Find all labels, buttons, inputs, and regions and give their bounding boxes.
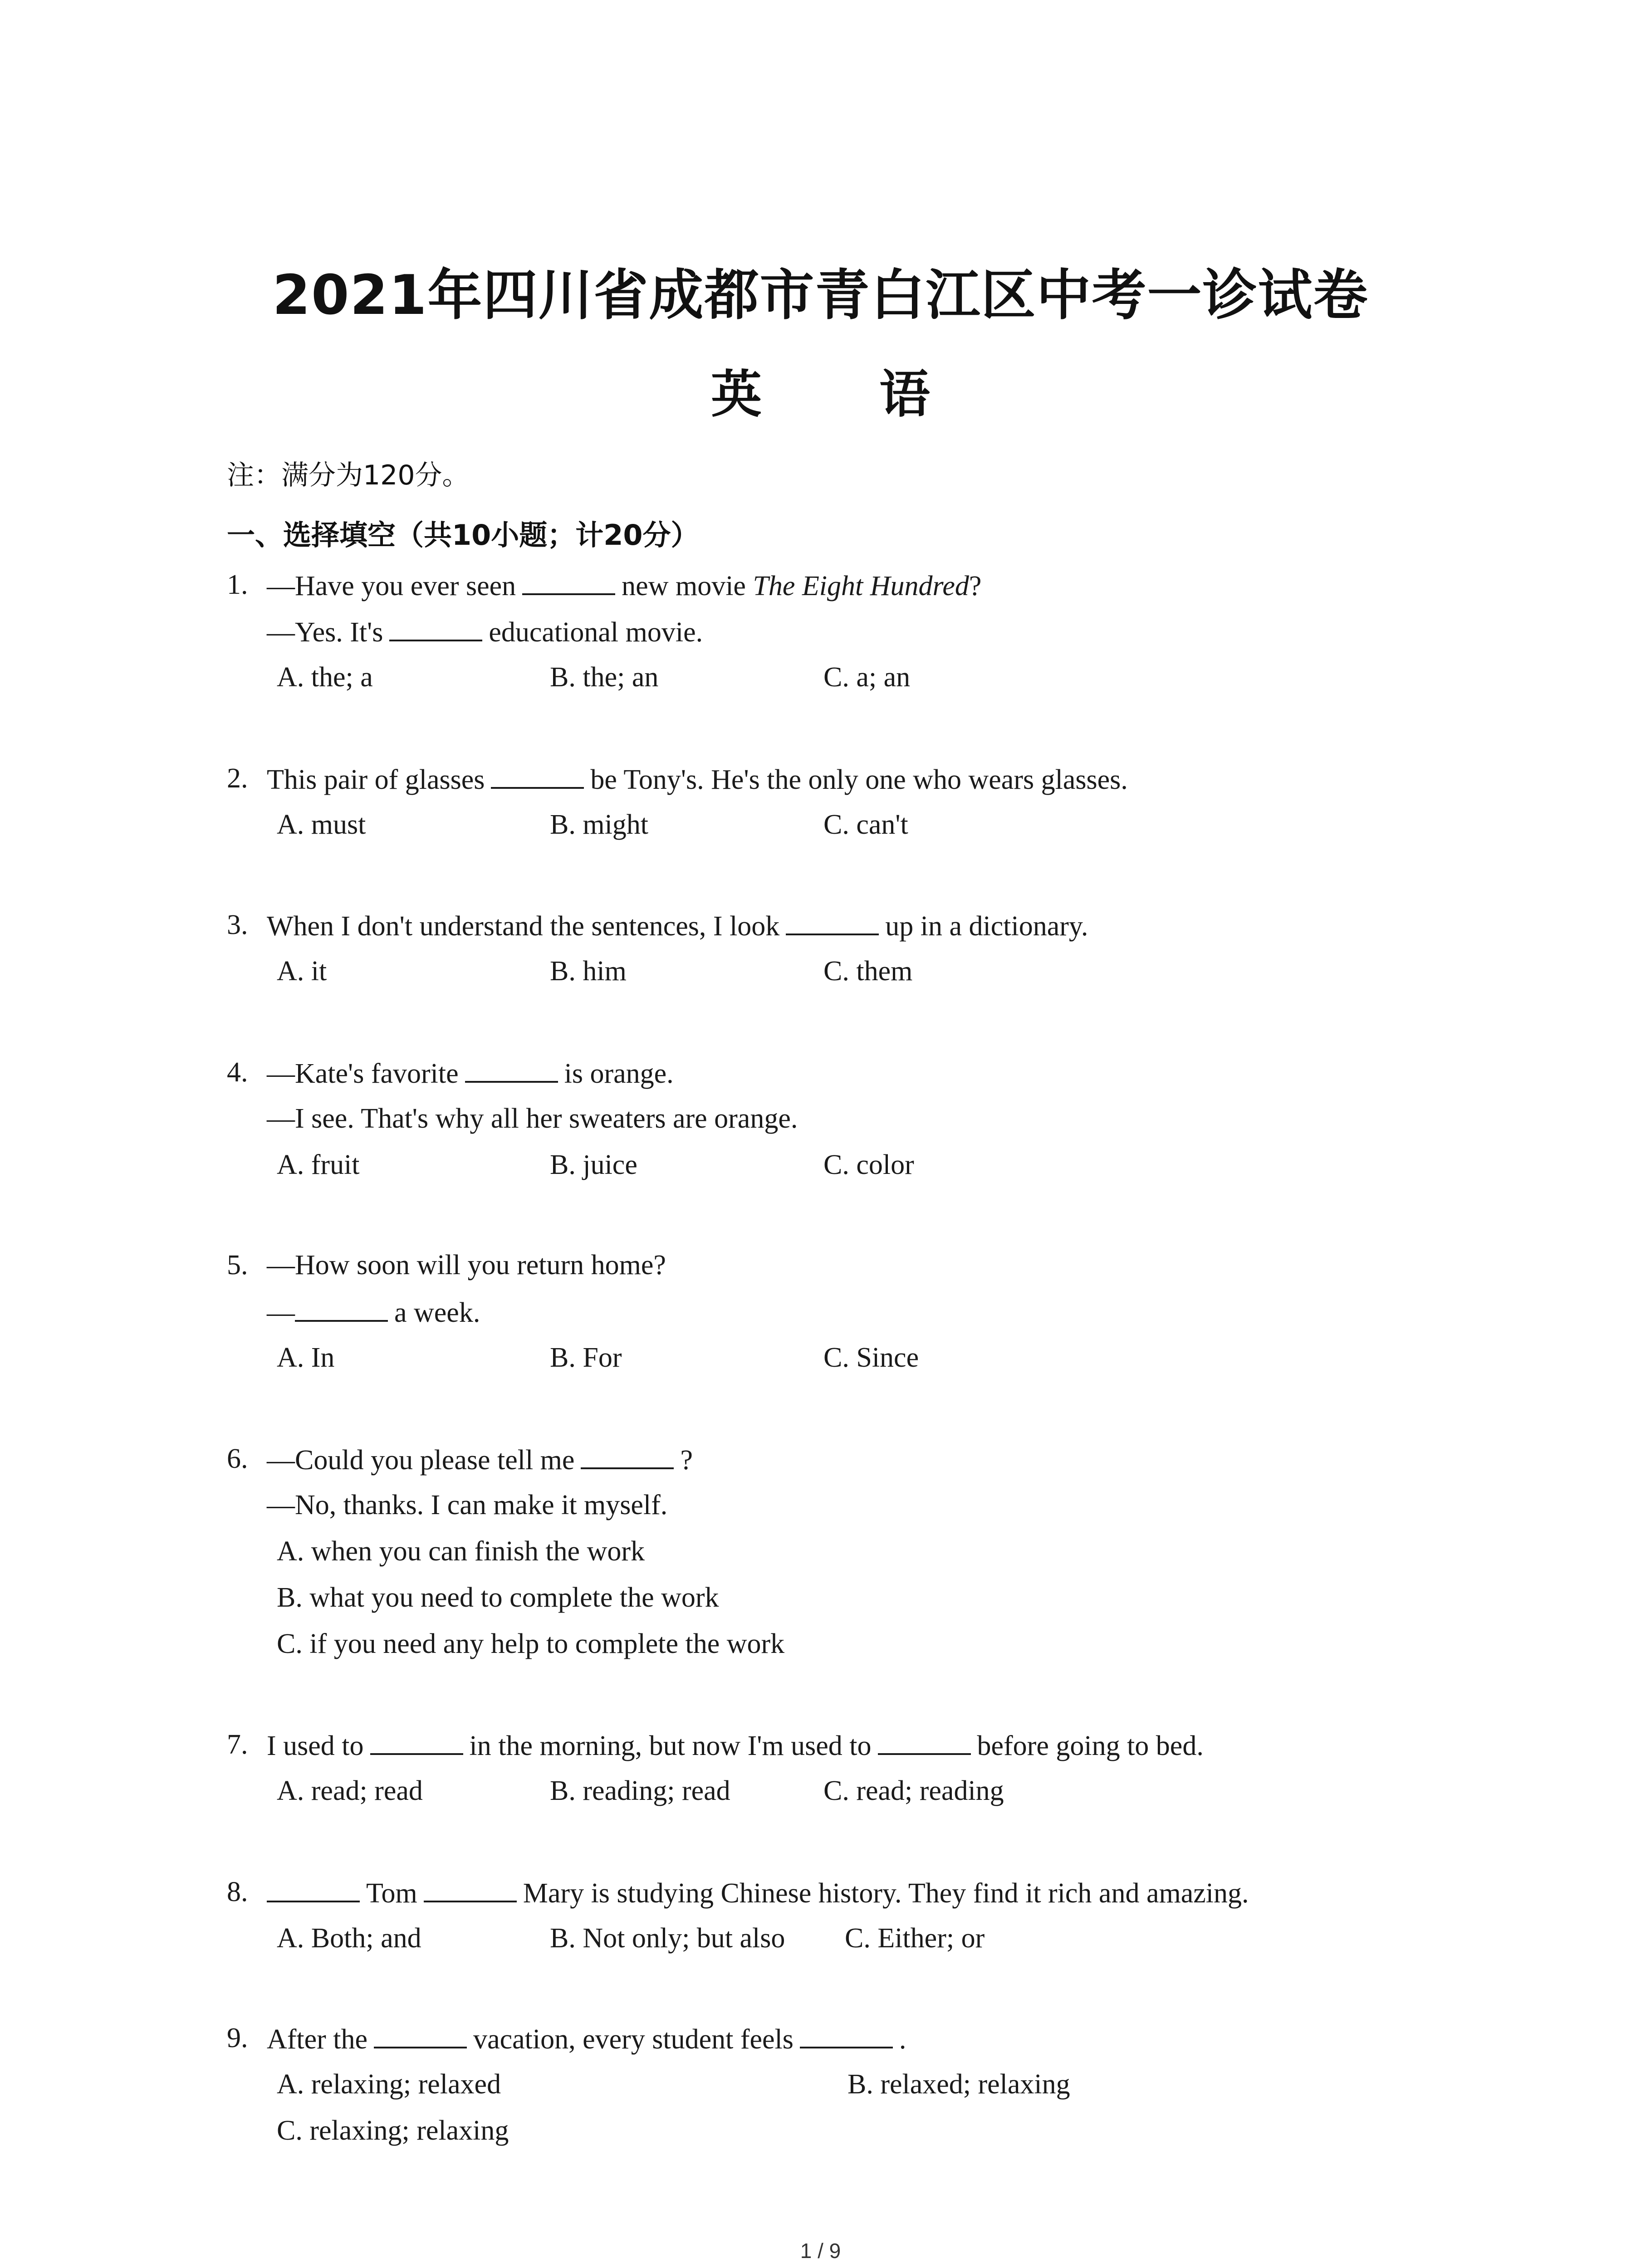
score-note: 注：满分为120分。 [227,459,470,491]
option-a: A. it [277,956,327,987]
option-b: B. juice [550,1149,637,1180]
question-number: 8. [227,1877,248,1907]
question-text: Mary is studying Chinese history. They find it rich and amazing. [523,1878,1249,1909]
subject-title: 英 语 [711,365,980,424]
answer-blank [267,1878,360,1902]
question-number: 5. [227,1250,248,1281]
option-c: C. relaxing; relaxing [277,2115,509,2146]
option-c: C. read; reading [823,1775,1004,1806]
option-a: A. when you can finish the work [277,1536,645,1567]
question-line [267,1297,480,1327]
option-c: C. if you need any help to complete the work [277,1628,785,1659]
answer-blank [581,1445,674,1469]
answer-blank [491,764,584,789]
option-a: A. In [277,1342,335,1373]
question-line: —How soon will you return home? [267,1250,666,1281]
option-b: B. relaxed; relaxing [847,2069,1070,2100]
movie-title: The Eight Hundred [753,571,969,601]
option-a: A. the; a [277,662,373,693]
question-number: 2. [227,763,248,794]
option-b: B. what you need to complete the work [277,1582,719,1613]
question-text: vacation, every student feels [473,2024,794,2055]
question-line [267,1878,1249,1907]
question-line [267,571,981,600]
option-c: C. can't [823,809,908,840]
question-text: After the [267,2024,368,2055]
exam-title: 2021年四川省成都市青白江区中考一诊试卷 [272,264,1369,327]
question-text: — [267,1297,295,1328]
question-text: ? [680,1445,693,1476]
question-line [267,1445,693,1474]
answer-blank [522,571,615,595]
question-text: is orange. [564,1058,674,1089]
option-a: A. relaxing; relaxed [277,2069,501,2100]
question-text: —Kate's favorite [267,1058,459,1089]
option-c: C. Since [823,1342,919,1373]
question-line [267,1730,1204,1760]
answer-blank [465,1058,558,1083]
question-number: 6. [227,1443,248,1474]
question-line: —No, thanks. I can make it myself. [267,1490,668,1520]
section-title: 一、选择填空（共10小题；计20分） [227,518,699,552]
option-b: B. reading; read [550,1775,730,1806]
question-number: 4. [227,1057,248,1088]
option-b: B. him [550,956,627,987]
question-number: 7. [227,1729,248,1760]
question-text: This pair of glasses [267,764,485,795]
answer-blank [786,911,879,935]
question-text: —Yes. It's [267,617,383,648]
question-text: . [899,2024,906,2055]
option-a: A. fruit [277,1149,360,1180]
question-text: educational movie. [489,617,703,648]
option-a: A. read; read [277,1775,423,1806]
option-a: A. must [277,809,366,840]
answer-blank [374,2024,467,2048]
option-c: C. them [823,956,913,987]
option-b: B. the; an [550,662,659,693]
option-b: B. might [550,809,649,840]
option-c: C. color [823,1149,914,1180]
question-text: before going to bed. [977,1730,1204,1761]
option-c: C. Either; or [845,1923,985,1954]
question-text: I used to [267,1730,364,1761]
answer-blank [878,1730,971,1755]
question-number: 9. [227,2023,248,2053]
question-text: ? [969,571,982,601]
question-line [267,911,1088,940]
question-text: in the morning, but now I'm used to [469,1730,872,1761]
question-text: When I don't understand the sentences, I look [267,911,780,942]
answer-blank [295,1297,388,1322]
question-line [267,764,1128,794]
option-a: A. Both; and [277,1923,421,1954]
question-line: —I see. That's why all her sweaters are orange. [267,1103,798,1134]
answer-blank [800,2024,893,2048]
question-text: —Have you ever seen [267,571,516,601]
question-line [267,617,703,646]
option-b: B. For [550,1342,622,1373]
question-line [267,2024,906,2053]
answer-blank [370,1730,463,1755]
question-line [267,1058,674,1088]
option-c: C. a; an [823,662,911,693]
question-text: new movie [622,571,746,601]
page-number: 1 / 9 [800,2239,841,2263]
question-text: be Tony's. He's the only one who wears glasses. [590,764,1128,795]
answer-blank [389,617,482,641]
option-b: B. Not only; but also [550,1923,785,1954]
question-text: up in a dictionary. [885,911,1088,942]
question-text: Tom [366,1878,417,1909]
question-number: 3. [227,909,248,940]
answer-blank [424,1878,517,1902]
question-text: a week. [394,1297,480,1328]
question-text: —Could you please tell me [267,1445,575,1476]
question-number: 1. [227,569,248,600]
